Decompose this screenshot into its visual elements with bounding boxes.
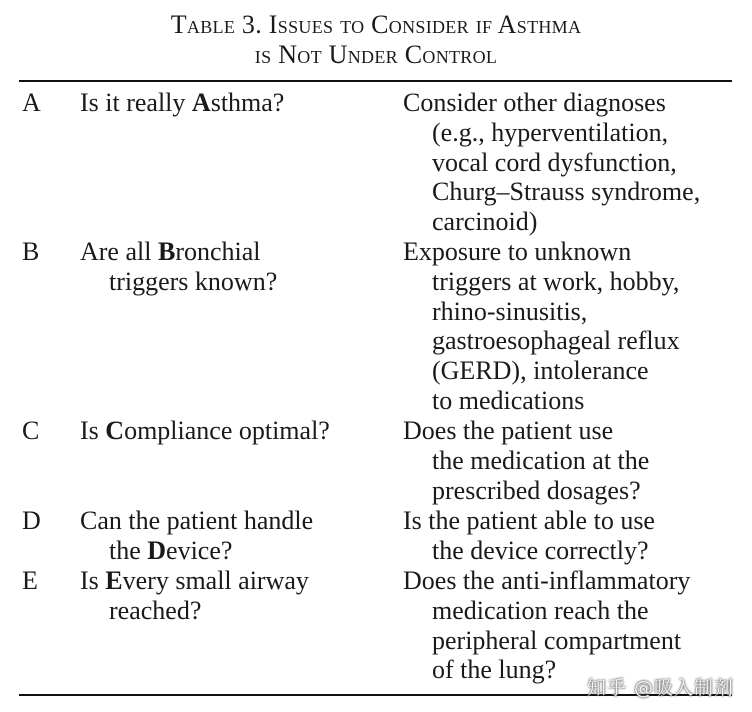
action-cell: [403, 506, 748, 566]
action-cell: [403, 566, 748, 685]
action-cell: [403, 88, 748, 237]
action-line: (e.g., hyperventilation,: [432, 117, 669, 147]
action-line: carcinoid): [432, 207, 538, 237]
action-line: of the lung?: [432, 655, 557, 685]
action-line: Does the anti-inflammatory: [403, 566, 691, 595]
issue-cell: [80, 566, 390, 626]
action-line: (GERD), intolerance: [432, 356, 649, 386]
issue-key-letter: A: [191, 88, 211, 117]
issue-cell: [80, 88, 390, 118]
issue-text: Is: [80, 416, 106, 445]
action-line: Is the patient able to use: [403, 506, 655, 535]
action-line: triggers at work, hobby,: [432, 266, 680, 296]
issue-text: evice?: [166, 535, 233, 565]
action-line: Consider other diagnoses: [403, 88, 666, 117]
issue-text: sthma?: [210, 88, 285, 117]
action-cell: [403, 237, 748, 416]
issue-text: Can the patient handle: [80, 506, 314, 535]
action-line: medication reach the: [432, 595, 649, 625]
action-line: rhino-sinusitis,: [432, 296, 588, 326]
issue-text: triggers known?: [109, 266, 278, 296]
action-line: Does the patient use: [403, 416, 614, 445]
issue-cell: [80, 506, 390, 566]
action-line: the device correctly?: [432, 535, 649, 565]
action-line: gastroesophageal reflux: [432, 326, 680, 356]
row-letter: B: [22, 237, 40, 266]
action-cell: [403, 416, 748, 505]
issue-key-letter: B: [157, 237, 176, 266]
action-line: Churg–Strauss syndrome,: [432, 177, 701, 207]
issue-text: Is: [80, 566, 106, 595]
row-letter: A: [22, 88, 41, 117]
caption-line-2: is Not Under Control: [254, 40, 498, 69]
row-letter: D: [22, 506, 41, 535]
issue-cell: [80, 237, 390, 297]
issue-text: Are all: [80, 237, 158, 266]
action-line: peripheral compartment: [432, 625, 682, 655]
issue-text: the: [109, 535, 148, 565]
row-letter: C: [22, 416, 40, 445]
issue-text: very small airway: [122, 566, 309, 595]
issue-cell: [80, 416, 390, 446]
issue-text: reached?: [109, 595, 202, 625]
action-line: Exposure to unknown: [403, 237, 632, 266]
issue-text: ompliance optimal?: [124, 416, 330, 445]
action-line: the medication at the: [432, 445, 650, 475]
top-rule: [19, 80, 732, 82]
row-letter: E: [22, 566, 38, 595]
issue-text: Is it really: [80, 88, 192, 117]
watermark: 知乎 @吸入制剂: [586, 677, 734, 699]
action-line: prescribed dosages?: [432, 475, 641, 505]
action-line: vocal cord dysfunction,: [432, 147, 677, 177]
issue-key-letter: D: [147, 535, 167, 565]
action-line: to medications: [432, 385, 585, 415]
issue-key-letter: C: [105, 416, 125, 445]
caption-line-1: Table 3. Issues to Consider if Asthma: [170, 10, 582, 39]
issue-key-letter: E: [105, 566, 123, 595]
issue-text: ronchial: [175, 237, 261, 266]
